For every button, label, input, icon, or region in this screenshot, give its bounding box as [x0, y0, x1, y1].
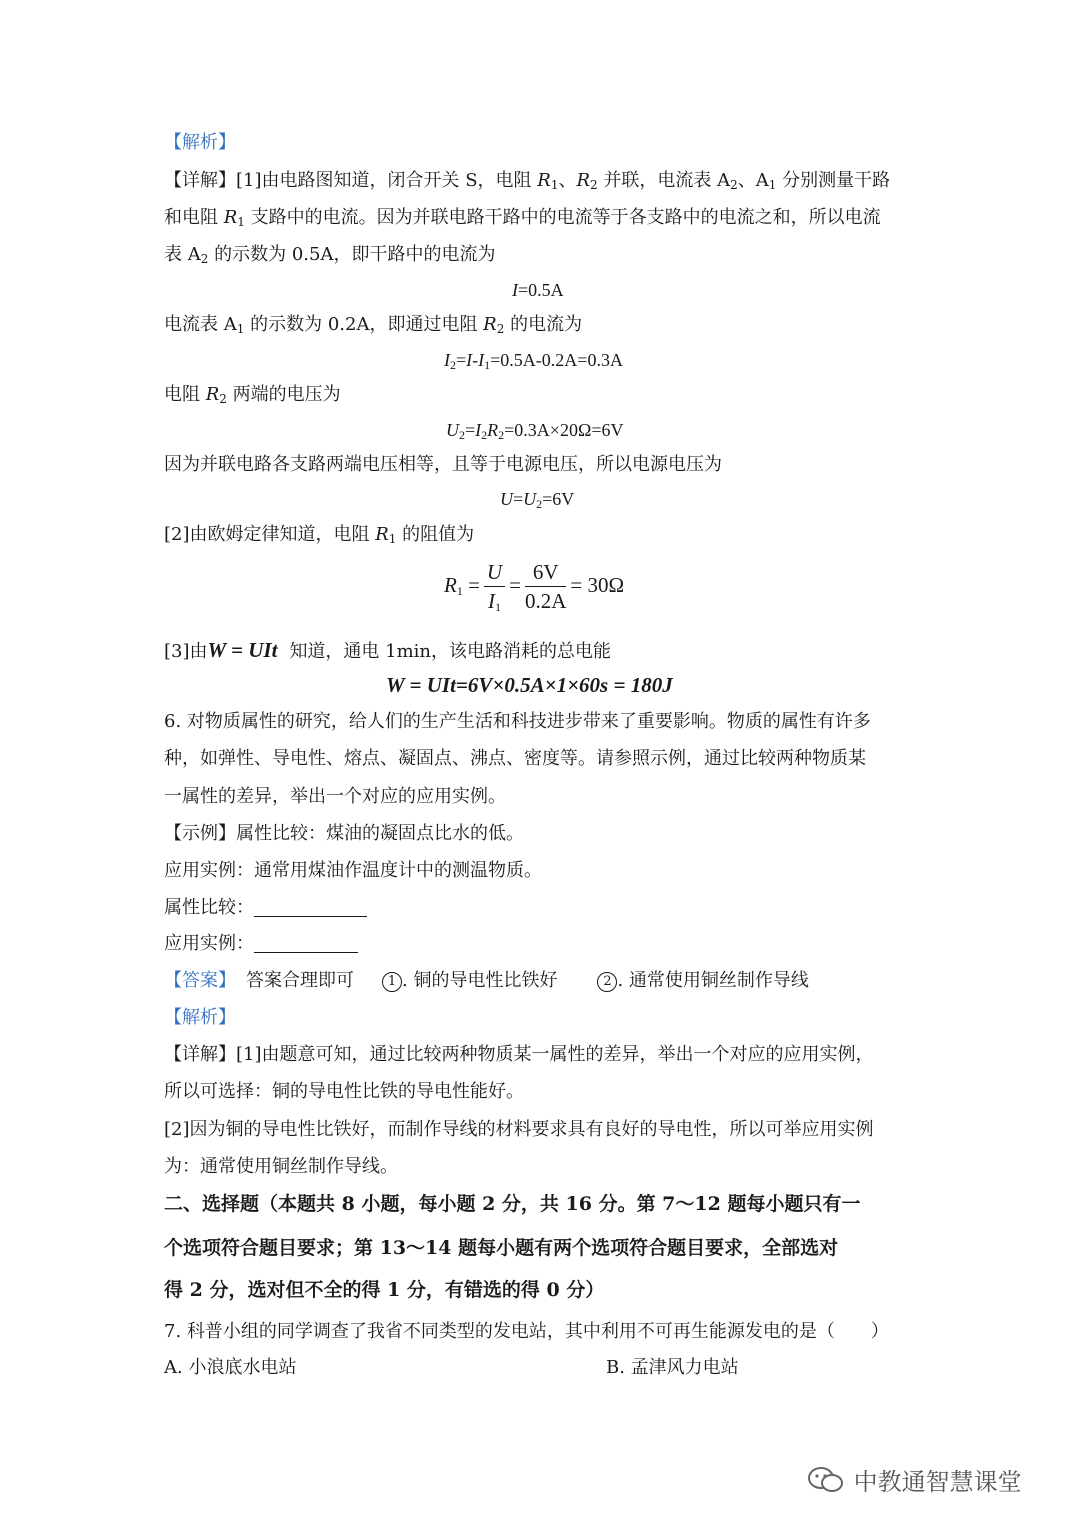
analysis-tag: 【解析】 [164, 132, 236, 153]
app-blank[interactable] [254, 934, 358, 953]
q7-option-b[interactable]: B. 孟津风力电站 [606, 1357, 739, 1378]
equation-1: I=0.5A [512, 280, 564, 300]
wechat-icon [806, 1465, 846, 1495]
watermark-text: 中教通智慧课堂 [853, 1468, 1022, 1496]
prop-blank[interactable] [254, 898, 367, 917]
circled-2: 2 [597, 972, 617, 992]
q7-option-a[interactable]: A. 小浪底水电站 [164, 1357, 297, 1378]
detail-line-1: 【详解】[1]由电路图知道，闭合开关 S，电阻 $R_1$、$R_2$ 并联，电流表 $A_2$、$A_1$ 分别测量干路 [164, 170, 891, 192]
analysis2-line-3: [2]因为铜的导电性比铁好，而制作导线的材料要求具有良好的导电性，所以可举应用实例 [164, 1119, 874, 1140]
analysis2-line-1: 【详解】[1]由题意可知，通过比较两种物质某一属性的差异，举出一个对应的应用实例， [164, 1044, 874, 1065]
equation-2: $I_2=I-I_1=0.5A-0.2A=0.3A$ [444, 350, 623, 372]
q6-line-2: 种，如弹性、导电性、熔点、凝固点、沸点、密度等。请参照示例，通过比较两种物质某 [164, 748, 866, 769]
q6-example: 【示例】属性比较：煤油的凝固点比水的低。 [164, 823, 524, 844]
q6-line-3: 一属性的差异，举出一个对应的应用实例。 [164, 786, 506, 807]
watermark [806, 1462, 1022, 1497]
circled-1: 1 [382, 972, 402, 992]
q6-answer: 【答案】 答案合理即可 1 . 铜的导电性比铁好 2 . 通常使用铜丝制作导线 [164, 970, 809, 991]
section2-line-1: 二、选择题（本题共 8 小题，每小题 2 分，共 16 分。第 7～12 题每小题只有一 [164, 1193, 861, 1215]
analysis2-line-4: 为：通常使用铜丝制作导线。 [164, 1156, 398, 1177]
analysis-tag-2: 【解析】 [164, 1007, 236, 1028]
detail-line-5: 电阻 $R_2$ 两端的电压为 [164, 384, 341, 406]
section2-line-3: 得 2 分，选对但不全的得 1 分，有错选的得 0 分） [164, 1279, 605, 1301]
equation-6: W = UIt=6V×0.5A×1×60s = 180J [386, 673, 673, 697]
q7-stem: 7. 科普小组的同学调查了我省不同类型的发电站，其中利用不可再生能源发电的是（ ） [164, 1321, 889, 1342]
detail-line-7: [2]由欧姆定律知道，电阻 $R_1$ 的阻值为 [164, 524, 475, 546]
q6-example-app: 应用实例：通常用煤油作温度计中的测温物质。 [164, 860, 542, 881]
equation-4: $U=U_2=6V$ [500, 489, 575, 511]
detail-line-2: 和电阻 $R_1$ 支路中的电流。因为并联电路干路中的电流等于各支路中的电流之和，所以电流 [164, 207, 881, 229]
q6-line-1: 6. 对物质属性的研究，给人们的生产生活和科技进步带来了重要影响。物质的属性有许多 [164, 711, 871, 732]
equation-5: $R_1$ = $\frac{U}{I_1}$ = $\frac{6V}{0.2A}$ = 30Ω [444, 560, 625, 614]
equation-3: $U_2=I_2R_2=0.3A\times 20\Omega=6V$ [446, 420, 624, 442]
detail-line-3: 表 $A_2$ 的示数为 0.5A，即干路中的电流为 [164, 244, 496, 266]
analysis2-line-2: 所以可选择：铜的导电性比铁的导电性能好。 [164, 1081, 524, 1102]
detail-line-8: [3]由W = UIt 知道，通电 1min，该电路消耗的总电能 [164, 638, 612, 662]
detail-line-4: 电流表 $A_1$ 的示数为 0.2A，即通过电阻 $R_2$ 的电流为 [164, 314, 583, 336]
section2-line-2: 个选项符合题目要求；第 13～14 题每小题有两个选项符合题目要求，全部选对 [164, 1237, 839, 1259]
q6-prop-line: 属性比较： [164, 896, 367, 920]
q6-app-line: 应用实例： [164, 932, 358, 956]
detail-line-6: 因为并联电路各支路两端电压相等，且等于电源电压，所以电源电压为 [164, 454, 722, 475]
